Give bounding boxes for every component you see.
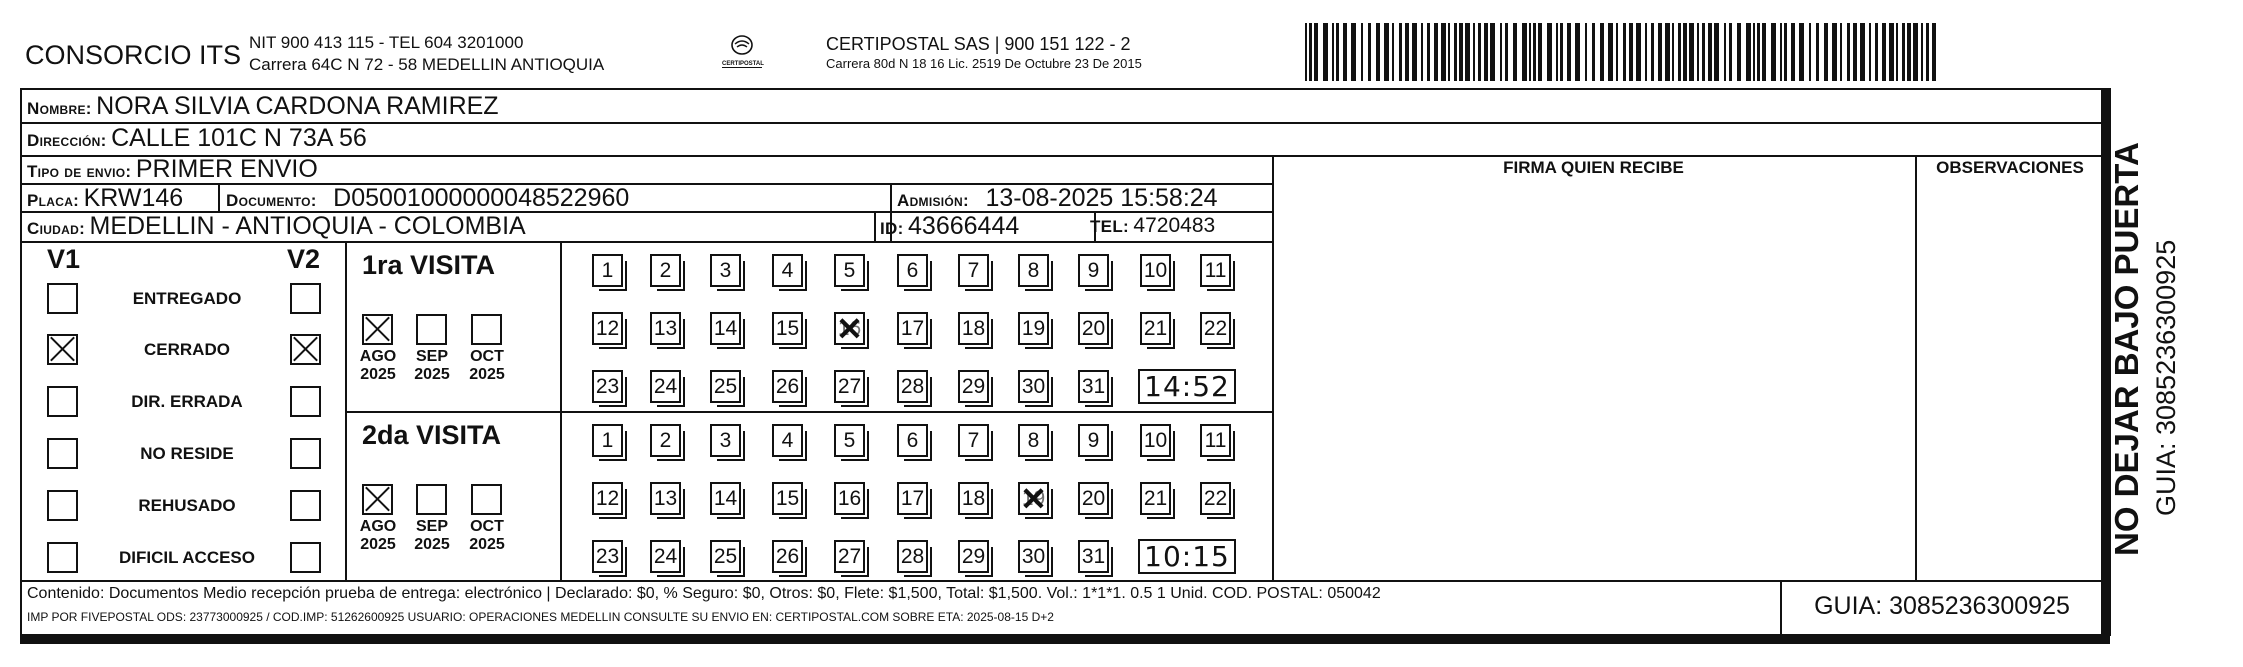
status-v1-checkbox[interactable] [47,334,78,365]
day-box[interactable]: 20 [1078,482,1109,515]
day-box[interactable]: 13 [650,482,681,515]
day-box[interactable]: 31 [1078,540,1109,573]
id-row [880,212,1019,241]
company-nit-tel: NIT 900 413 115 - TEL 604 3201000 [249,33,524,52]
admision-label: Admisión: [897,191,969,210]
status-v2-checkbox[interactable] [290,386,321,417]
barcode-bar [1484,23,1488,81]
day-box[interactable]: 3 [710,254,741,287]
footer-guia: GUIA: 3085236300925 [1814,592,2070,620]
barcode-bar [1500,23,1502,81]
day-box[interactable]: 4 [772,254,803,287]
barcode-bar [1459,23,1463,81]
day-box[interactable]: 17 [897,312,928,345]
status-v2-checkbox[interactable] [290,438,321,469]
tipo-row [27,155,318,184]
barcode-bar [1932,23,1936,81]
barcode-bar [1513,23,1517,81]
barcode-bar [1729,23,1732,81]
barcode-bar [1840,23,1842,81]
day-box[interactable]: 18 [958,312,989,345]
barcode-bar [1651,23,1654,81]
month-name: SEP [415,518,448,535]
status-v1-checkbox[interactable] [47,490,78,521]
barcode-bar [1522,23,1527,81]
courier-nit: CERTIPOSTAL SAS | 900 151 122 - 2 [826,34,1131,54]
barcode-bar [1875,23,1878,81]
barcode-bar [1902,23,1905,81]
barcode-bar [1708,23,1712,81]
barcode-bar [1309,23,1312,81]
barcode-bar [1757,23,1760,81]
v1-header: V1 [47,244,81,274]
month-year: 2025 [360,366,396,384]
month-label [462,348,512,385]
status-v2-checkbox[interactable] [290,542,321,573]
visit-time: 10:15 [1138,539,1236,574]
side-warning: NO DEJAR BAJO PUERTA [2108,142,2145,556]
month-checkbox[interactable] [416,314,447,345]
month-checkbox[interactable] [471,484,502,515]
barcode-bar [1665,23,1670,81]
barcode-bar [1889,23,1894,81]
barcode-bar [1697,23,1699,81]
day-box[interactable]: 25 [710,370,741,403]
barcode-bar [1645,23,1647,81]
barcode-bar [1737,23,1741,81]
ciudad-row [27,212,526,241]
month-checkbox[interactable] [362,314,393,345]
barcode-bar [1465,23,1470,81]
status-label: ENTREGADO [132,289,242,308]
barcode-bar [1860,23,1865,81]
documento-row [226,184,629,213]
tel-row [1090,214,1215,238]
month-label [353,518,403,555]
barcode-bar [1421,23,1423,81]
day-box[interactable]: 18 [958,482,989,515]
day-box[interactable]: 8 [1018,254,1049,287]
barcode-bar [1746,23,1751,81]
barcode-bar [1490,23,1495,81]
day-box[interactable]: 14 [710,482,741,515]
barcode-bar [1791,23,1795,81]
barcode-bar [1780,23,1782,81]
day-box[interactable]: 21 [1140,482,1171,515]
day-box[interactable]: 19 [1018,312,1049,345]
day-box[interactable]: 12 [592,482,623,515]
footer-content: Contenido: Documentos Medio recepción prueba de entrega: electrónico | Declarado: $0, % Seguro: $0, Otros: $0, Flete: $1,500, Total: $1,500. Vol.: 1*1*1. 0.5 1 Unid. COD. POSTAL: 050042 [27,585,1381,602]
barcode-bar [1560,23,1563,81]
barcode-bar [1384,23,1389,81]
documento-label: Documento: [226,191,317,210]
day-box[interactable]: 6 [897,424,928,457]
day-box[interactable]: 23 [592,370,623,403]
barcode [1305,23,1937,81]
day-box[interactable]: 9 [1078,254,1109,287]
day-box[interactable]: 4 [772,424,803,457]
month-year: 2025 [414,536,450,554]
barcode-bar [1714,23,1719,81]
month-name: SEP [415,348,448,365]
barcode-bar [1907,23,1911,81]
day-box[interactable]: 26 [772,370,803,403]
day-box[interactable]: 22 [1200,482,1231,515]
barcode-bar [1505,23,1508,81]
status-v1-checkbox[interactable] [47,386,78,417]
admision-row [897,184,1218,213]
barcode-bar [1399,23,1402,81]
day-box[interactable]: 11 [1200,254,1231,287]
observaciones-header: OBSERVACIONES [1936,158,2084,177]
status-label: DIFICIL ACCESO [118,548,255,567]
ciudad-value: MEDELLIN - ANTIOQUIA - COLOMBIA [89,212,526,240]
status-v2-checkbox[interactable] [290,334,321,365]
day-box[interactable]: 9 [1078,424,1109,457]
day-box[interactable]: 30 [1018,370,1049,403]
barcode-bar [1762,23,1766,81]
barcode-bar [1784,23,1787,81]
barcode-bar [1556,23,1558,81]
month-label [462,518,512,555]
barcode-bar [1441,23,1446,81]
day-box[interactable]: 17 [897,482,928,515]
day-box[interactable]: 20 [1078,312,1109,345]
day-box[interactable]: 25 [710,540,741,573]
status-label: DIR. ERRADA [131,392,243,411]
day-box[interactable]: 31 [1078,370,1109,403]
day-box[interactable]: ✕ 19 [1018,482,1049,515]
placa-row [27,184,183,213]
nombre-value: NORA SILVIA CARDONA RAMIREZ [96,92,499,120]
day-box[interactable]: 10 [1140,424,1171,457]
placa-label: Placa: [27,191,80,210]
barcode-bar [1799,23,1804,81]
day-box[interactable]: 15 [772,482,803,515]
company-name: CONSORCIO ITS [25,40,242,70]
day-box[interactable]: 15 [772,312,803,345]
barcode-bar [1616,23,1618,81]
month-year: 2025 [414,366,450,384]
day-box[interactable]: 7 [958,424,989,457]
day-box[interactable]: 1 [592,254,623,287]
barcode-bar [1629,23,1633,81]
barcode-bar [1658,23,1662,81]
barcode-bar [1547,23,1552,81]
placa-value: KRW146 [83,184,184,212]
status-v1-checkbox[interactable] [47,542,78,573]
day-box[interactable]: 5 [834,424,865,457]
day-box[interactable]: 8 [1018,424,1049,457]
day-box[interactable]: 3 [710,424,741,457]
barcode-bar [1473,23,1475,81]
month-label [407,518,457,555]
visit-title: 1ra VISITA [362,250,496,280]
firma-header: FIRMA QUIEN RECIBE [1503,158,1684,177]
barcode-bar [1869,23,1871,81]
day-box[interactable]: 2 [650,254,681,287]
month-name: OCT [470,518,504,535]
barcode-bar [1678,23,1681,81]
day-box[interactable]: 11 [1200,424,1231,457]
day-box[interactable]: ✕ 16 [834,312,865,345]
day-box[interactable]: 27 [834,370,865,403]
status-label: REHUSADO [138,496,236,515]
day-box[interactable]: 21 [1140,312,1171,345]
direccion-value: CALLE 101C N 73A 56 [111,124,367,152]
barcode-bar [1896,23,1898,81]
barcode-bar [1529,23,1531,81]
logo-caption: CERTIPOSTAL [722,61,764,67]
direccion-label: Dirección: [27,131,107,150]
visit-title: 2da VISITA [362,420,502,450]
admision-value: 13-08-2025 15:58:24 [985,184,1218,212]
certipostal-logo [722,34,762,68]
day-box[interactable]: 1 [592,424,623,457]
barcode-bar [1683,23,1687,81]
courier-address: Carrera 80d N 18 16 Lic. 2519 De Octubre 23 De 2015 [826,56,1142,71]
month-checkbox[interactable] [416,484,447,515]
month-name: AGO [359,348,397,365]
barcode-bar [1427,23,1430,81]
barcode-bar [1724,23,1726,81]
day-box[interactable]: 2 [650,424,681,457]
day-box[interactable]: 29 [958,540,989,573]
documento-value: D05001000000048522960 [333,184,630,212]
visit-time: 14:52 [1138,369,1236,404]
barcode-bar [1575,23,1580,81]
barcode-bar [1448,23,1450,81]
barcode-bar [1538,23,1542,81]
status-label: CERRADO [144,340,230,359]
barcode-bar [1702,23,1705,81]
nombre-row [27,92,499,121]
barcode-bar [1412,23,1417,81]
barcode-bar [1753,23,1755,81]
barcode-bar [1689,23,1694,81]
month-label [353,348,403,385]
id-label: ID: [880,219,904,238]
barcode-bar [1336,23,1339,81]
month-year: 2025 [469,536,505,554]
day-box[interactable]: 26 [772,540,803,573]
tel-value: 4720483 [1133,214,1216,237]
status-v2-checkbox[interactable] [290,490,321,521]
barcode-bar [1809,23,1811,81]
month-name: AGO [359,518,397,535]
barcode-bar [1824,23,1828,81]
ciudad-label: Ciudad: [27,219,86,238]
day-box[interactable]: 29 [958,370,989,403]
month-label [407,348,457,385]
barcode-bar [1623,23,1626,81]
barcode-bar [1672,23,1674,81]
status-v1-checkbox[interactable] [47,283,78,314]
month-checkbox[interactable] [362,484,393,515]
v2-header: V2 [287,244,321,274]
month-checkbox[interactable] [471,314,502,345]
barcode-bar [1376,23,1380,81]
day-box[interactable]: 13 [650,312,681,345]
month-year: 2025 [469,366,505,384]
barcode-bar [1921,23,1923,81]
day-box[interactable]: 14 [710,312,741,345]
barcode-bar [1771,23,1776,81]
barcode-bar [1853,23,1857,81]
barcode-bar [1368,23,1371,81]
barcode-bar [1343,23,1347,81]
barcode-bar [1392,23,1394,81]
id-value: 43666444 [908,212,1020,240]
barcode-bar [1405,23,1409,81]
nombre-label: Nombre: [27,99,92,118]
company-address: Carrera 64C N 72 - 58 MEDELLIN ANTIOQUIA [249,55,605,74]
barcode-bar [1585,23,1587,81]
barcode-bar [1832,23,1837,81]
side-guia: GUIA: 3085236300925 [2151,239,2181,516]
tipo-label: Tipo de envio: [27,162,132,181]
barcode-bar [1533,23,1536,81]
day-box[interactable]: 28 [897,540,928,573]
certipostal-logo-icon [724,34,760,58]
barcode-bar [1332,23,1334,81]
barcode-bar [1305,23,1307,81]
barcode-bar [1847,23,1850,81]
barcode-bar [1913,23,1918,81]
barcode-bar [1351,23,1356,81]
footer-impresion: IMP POR FIVEPOSTAL ODS: 23773000925 / COD.IMP: 51262600925 USUARIO: OPERACIONES MEDELLIN CONSULTE SU ENVIO EN: CERTIPOSTAL.COM SOBRE ETA: 2025-08-15 D+2 [27,610,1054,624]
barcode-bar [1434,23,1438,81]
barcode-bar [1592,23,1595,81]
barcode-bar [1361,23,1363,81]
barcode-bar [1636,23,1641,81]
tipo-value: PRIMER ENVIO [135,155,318,183]
barcode-bar [1600,23,1604,81]
barcode-bar [1314,23,1318,81]
tel-label: TEL: [1090,217,1129,236]
barcode-bar [1567,23,1571,81]
barcode-bar [1926,23,1929,81]
barcode-bar [1323,23,1328,81]
barcode-bar [1816,23,1819,81]
barcode-bar [1454,23,1457,81]
day-box[interactable]: 10 [1140,254,1171,287]
direccion-row [27,124,367,153]
day-box[interactable]: 6 [897,254,928,287]
day-box[interactable]: 24 [650,540,681,573]
day-box[interactable]: 7 [958,254,989,287]
day-box[interactable]: 22 [1200,312,1231,345]
barcode-bar [1608,23,1613,81]
day-box[interactable]: 12 [592,312,623,345]
barcode-bar [1882,23,1886,81]
day-box[interactable]: 27 [834,540,865,573]
day-box[interactable]: 5 [834,254,865,287]
status-v2-checkbox[interactable] [290,283,321,314]
status-v1-checkbox[interactable] [47,438,78,469]
day-box[interactable]: 16 [834,482,865,515]
month-year: 2025 [360,536,396,554]
status-label: NO RESIDE [140,444,234,463]
day-box[interactable]: 30 [1018,540,1049,573]
barcode-bar [1478,23,1481,81]
month-name: OCT [470,348,504,365]
day-box[interactable]: 23 [592,540,623,573]
day-box[interactable]: 28 [897,370,928,403]
day-box[interactable]: 24 [650,370,681,403]
